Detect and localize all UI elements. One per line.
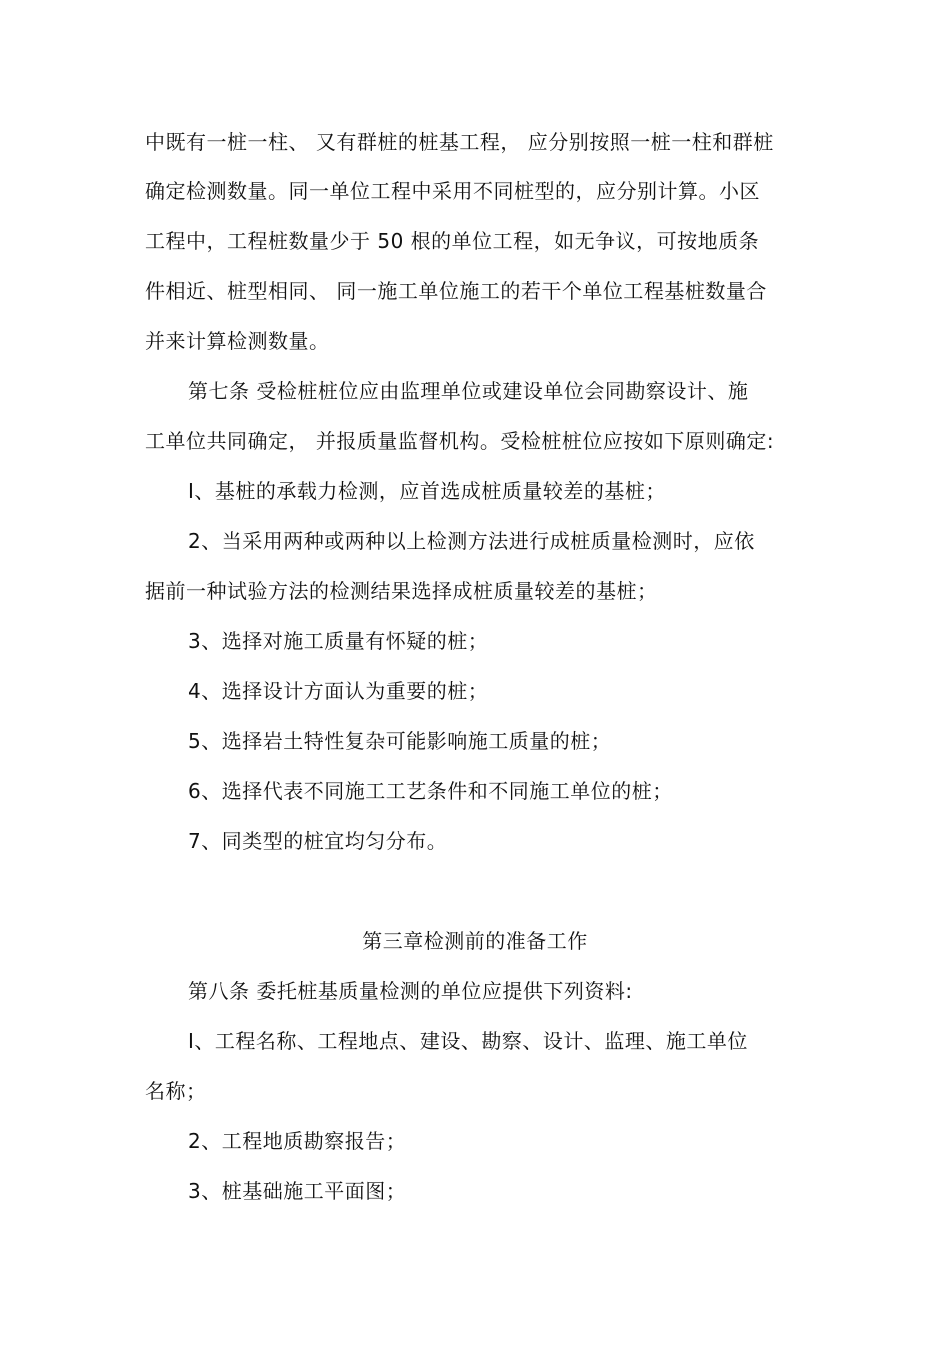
article-8-item: 3、桩基础施工平面图； — [188, 1179, 407, 1203]
paragraph-line: 件相近、桩型相同、 同一施工单位施工的若干个单位工程基桩数量合 — [145, 279, 767, 303]
chapter-title: 第三章检测前的准备工作 — [362, 929, 588, 953]
article-7-item: 6、选择代表不同施工工艺条件和不同施工单位的桩； — [188, 779, 673, 803]
article-7-item: 7、同类型的桩宜均匀分布。 — [188, 829, 448, 853]
article-7-item: 4、选择设计方面认为重要的桩； — [188, 679, 489, 703]
article-7-line: 工单位共同确定， 并报质量监督机构。受检桩桩位应按如下原则确定: — [145, 429, 775, 453]
paragraph-line: 工程中，工程桩数量少于 50 根的单位工程，如无争议，可按地质条 — [145, 229, 760, 253]
article-8-item: I、工程名称、工程地点、建设、勘察、设计、监理、施工单位 — [188, 1029, 748, 1053]
article-7-item: 3、选择对施工质量有怀疑的桩； — [188, 629, 489, 653]
article-7-item: 2、当采用两种或两种以上检测方法进行成桩质量检测时，应依 — [188, 529, 755, 553]
paragraph-line: 中既有一桩一柱、 又有群桩的桩基工程， 应分别按照一桩一柱和群桩 — [145, 130, 774, 154]
article-7-item: I、基桩的承载力检测，应首选成桩质量较差的基桩； — [188, 479, 666, 503]
article-7-item: 5、选择岩土特性复杂可能影响施工质量的桩； — [188, 729, 612, 753]
article-7-heading-line: 第七条 受检桩桩位应由监理单位或建设单位会同勘察设计、施 — [188, 379, 749, 403]
article-8-item-continuation: 名称； — [145, 1079, 207, 1103]
article-7-item-continuation: 据前一种试验方法的检测结果选择成桩质量较差的基桩； — [145, 579, 658, 603]
paragraph-line: 确定检测数量。同一单位工程中采用不同桩型的，应分别计算。小区 — [145, 179, 760, 203]
article-8-heading-line: 第八条 委托桩基质量检测的单位应提供下列资料: — [188, 979, 633, 1003]
paragraph-line: 并来计算检测数量。 — [145, 329, 330, 353]
article-8-item: 2、工程地质勘察报告； — [188, 1129, 407, 1153]
